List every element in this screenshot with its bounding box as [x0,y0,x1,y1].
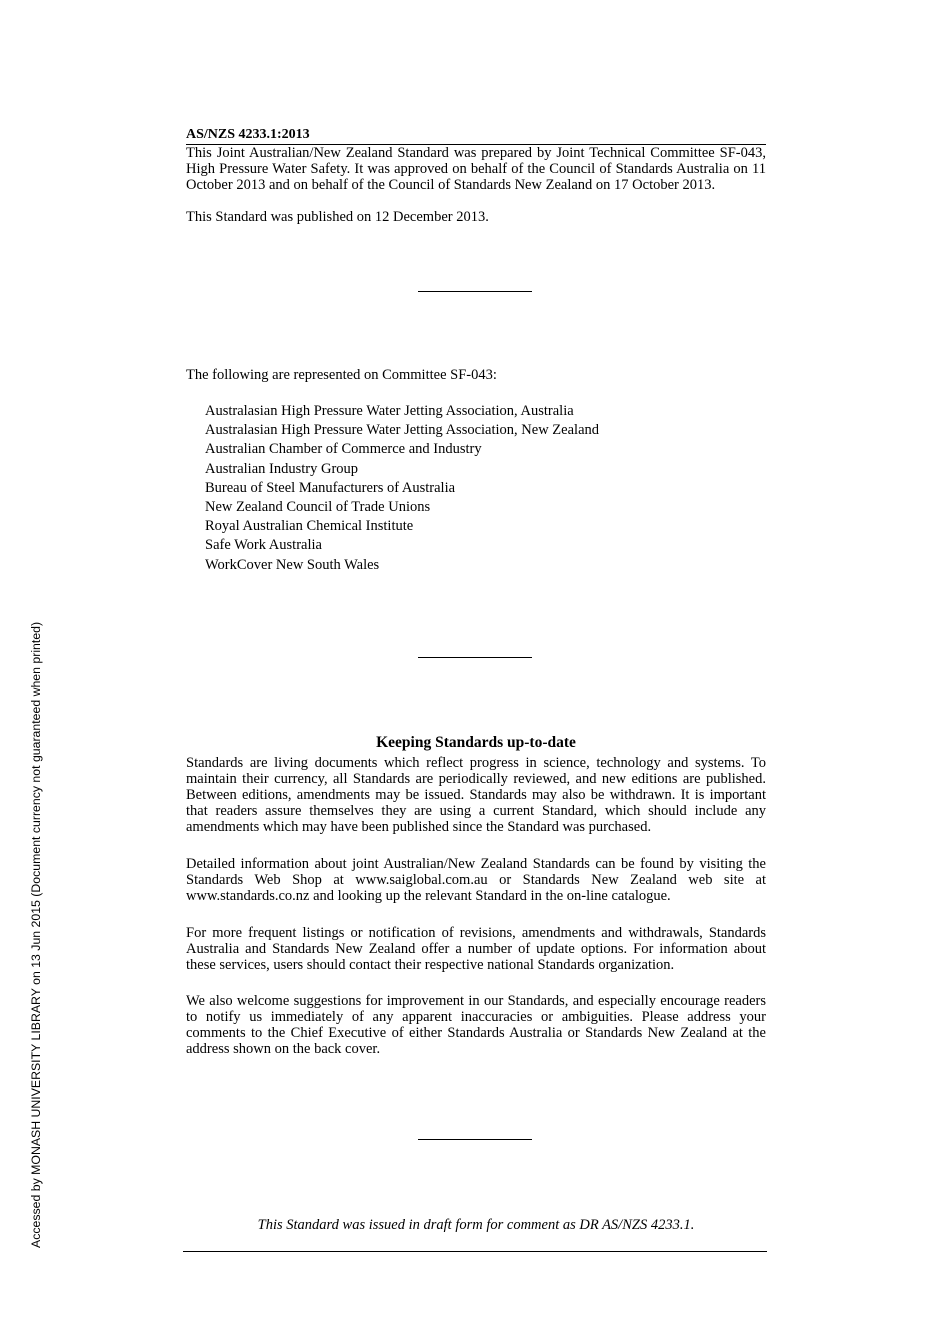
section-divider-2 [418,657,532,658]
paragraph-suggestions: We also welcome suggestions for improvement in our Standards, and especially encourage readers to notify us immediately of any apparent inaccuracies or ambiguities. Please address your comments to the Chief Executive of either Standards Australia or Standards New Zealand at the address shown on the back cover. [186,993,766,1057]
committee-member: Australasian High Pressure Water Jetting Association, New Zealand [205,422,599,439]
paragraph-update-options: For more frequent listings or notification of revisions, amendments and withdrawals, Standards Australia and Standards New Zealand offer a number of update options. For information about these services, users should contact their respective national Standards organization. [186,925,766,973]
paragraph-detailed-information: Detailed information about joint Australian/New Zealand Standards can be found by visiting the Standards Web Shop at www.saiglobal.com.au or Standards New Zealand web site at www.standards.co.nz and looking up the relevant Standard in the on-line catalogue. [186,856,766,904]
section-divider-3 [418,1139,532,1140]
footer-rule [183,1251,767,1252]
section-divider-1 [418,291,532,292]
committee-member: New Zealand Council of Trade Unions [205,499,431,516]
document-id: AS/NZS 4233.1:2013 [186,127,310,142]
committee-member: Bureau of Steel Manufacturers of Australia [205,479,456,496]
preparation-statement: This Joint Australian/New Zealand Standard was prepared by Joint Technical Committee SF-043, High Pressure Water Safety. It was approved on behalf of the Council of Standards Australia on 11 October 2013 and on behalf of the Council of Standards New Zealand on 17 October 2013. [186,145,766,193]
committee-member: Royal Australian Chemical Institute [205,518,414,535]
committee-member: Australian Chamber of Commerce and Industry [205,441,482,458]
committee-member: Australasian High Pressure Water Jetting Association, Australia [205,403,574,419]
committee-member-list [205,402,599,575]
access-watermark: Accessed by MONASH UNIVERSITY LIBRARY on 13 Jun 2015 (Document currency not guaranteed when printed) [29,621,43,1248]
section-heading: Keeping Standards up-to-date [376,734,576,751]
publication-date: This Standard was published on 12 December 2013. [186,209,489,225]
committee-intro: The following are represented on Committee SF-043: [186,367,497,383]
draft-note: This Standard was issued in draft form for comment as DR AS/NZS 4233.1. [257,1217,695,1233]
committee-member: Safe Work Australia [205,537,322,554]
committee-member: Australian Industry Group [205,460,359,477]
committee-member: WorkCover New South Wales [205,556,380,573]
paragraph-living-documents: Standards are living documents which reflect progress in science, technology and systems. To maintain their currency, all Standards are periodically reviewed, and new editions are published. Between editions, amendments may be issued. Standards may also be withdrawn. It is important that readers assure themselves they are using a current Standard, which should include any amendments which may have been published since the Standard was purchased. [186,755,766,835]
